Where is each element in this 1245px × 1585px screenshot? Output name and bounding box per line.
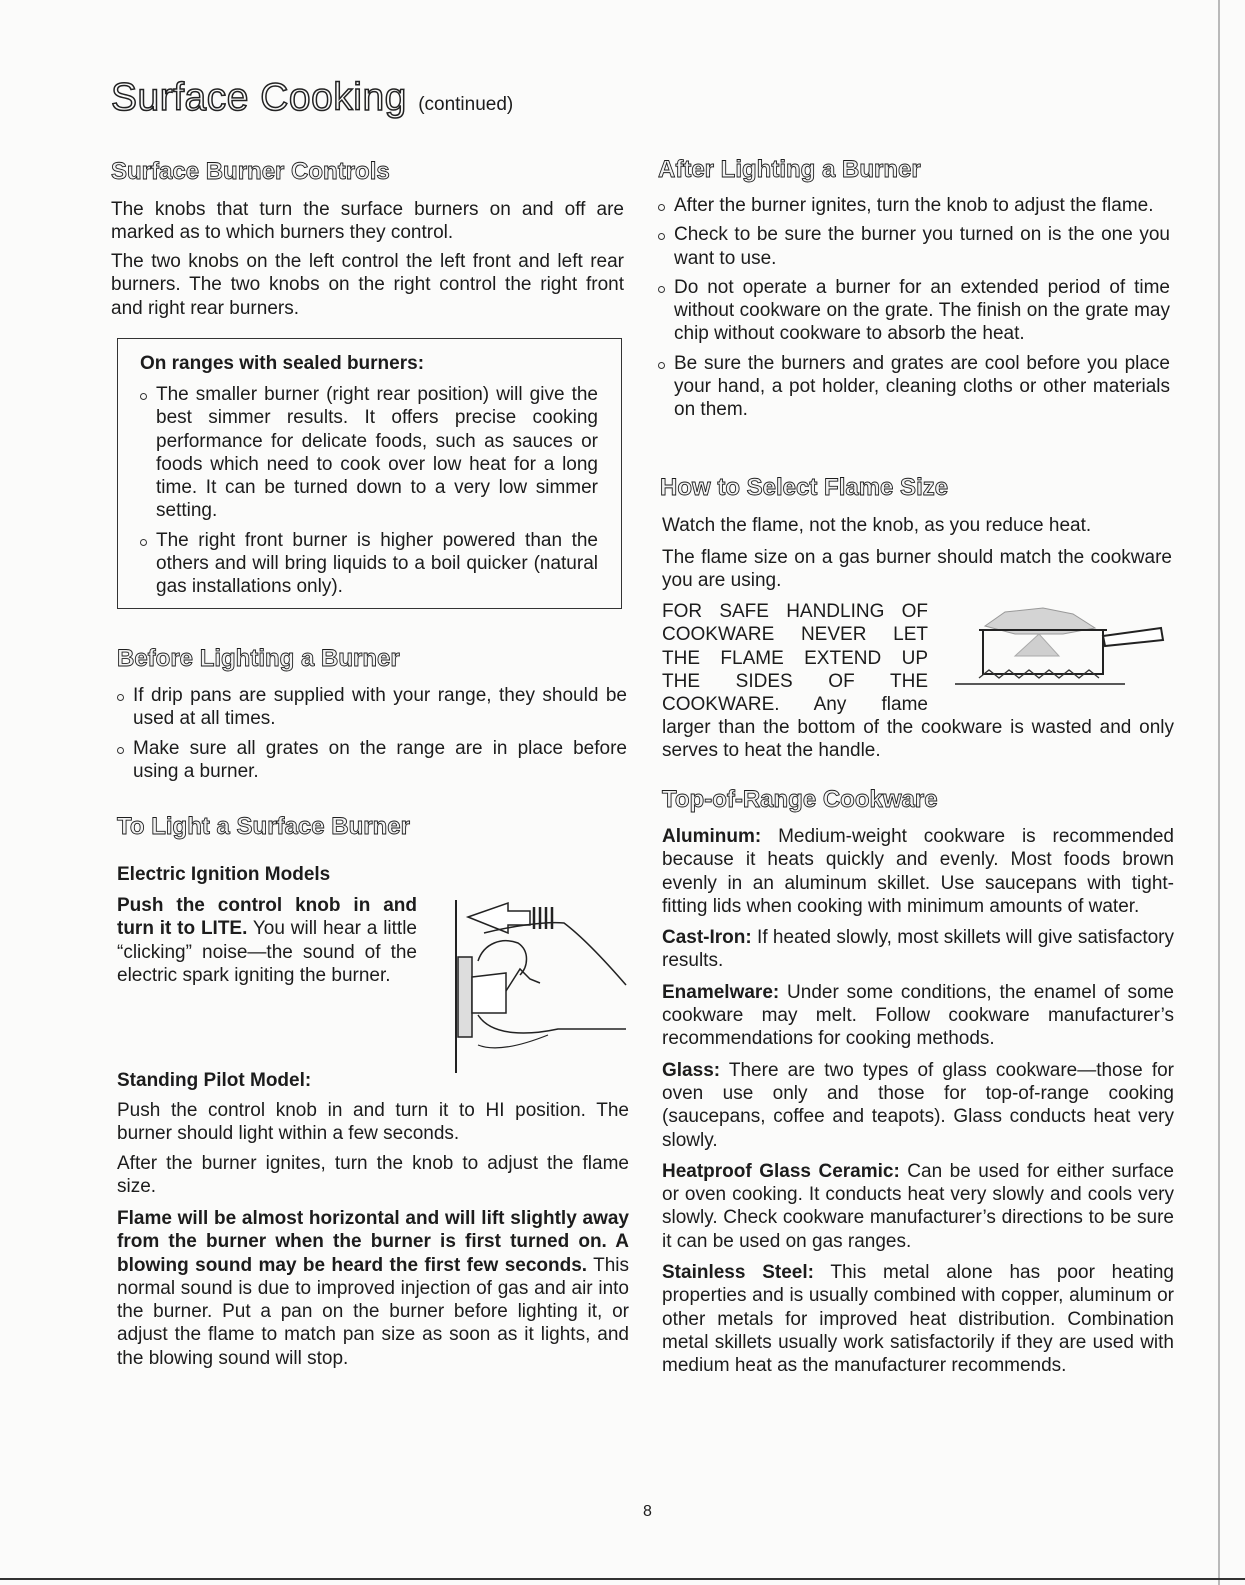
heading-before-lighting: Before Lighting a Burner (117, 645, 400, 672)
heading-surface-burner-controls: Surface Burner Controls (111, 158, 390, 185)
list-item: After the burner ignites, turn the knob to adjust the flame. (658, 194, 1170, 217)
page-title-sub: (continued) (418, 94, 514, 115)
bottom-rule (0, 1578, 1245, 1580)
list-item: Check to be sure the burner you turned on is the one you want to use. (658, 223, 1170, 270)
sealed-burners-list (140, 383, 598, 599)
cookware-term: Heatproof Glass Ceramic: (662, 1160, 900, 1182)
flame-paragraph-tail: larger than the bottom of the cookware is wasted and only serves to heat the handle. (662, 717, 1174, 762)
electric-ignition-instruction: Push the control knob in and turn it to LITE. (117, 895, 417, 940)
flame-behavior-detail: This normal sound is due to improved injection of gas and air into the burner. Put a pan on the burner before lighting it, or adjust the flame to match pan size as soon as it lights, and the blowing sound will stop. (117, 1254, 629, 1369)
cookware-description: Under some conditions, the enamel of some cookware may melt. Follow cookware manufacturer’s recommendations for cooking methods. (662, 981, 1174, 1050)
sealed-burners-heading: On ranges with sealed burners: (140, 353, 425, 374)
flame-paragraph-1: Watch the flame, not the knob, as you reduce heat. (662, 515, 1092, 536)
controls-paragraph-1: The knobs that turn the surface burners on and off are marked as to which burners they control. (111, 199, 624, 244)
before-lighting-list (117, 684, 627, 783)
list-item: Be sure the burners and grates are cool before you place your hand, a pot holder, cleaning cloths or other materials on them. (658, 352, 1170, 422)
page-title: Surface Cooking (continued) (111, 76, 514, 119)
flame-behavior-warning: Flame will be almost horizontal and will lift slightly away from the burner when the burner is first turned on. A blowing sound may be heard the first few seconds. (117, 1208, 629, 1276)
after-lighting-list (658, 194, 1170, 422)
pan-on-burner-illustration (955, 598, 1170, 694)
flame-behavior-paragraph (117, 1207, 629, 1370)
cookware-entry-enamelware (662, 981, 1174, 1051)
cookware-description: There are two types of glass cookware—those for oven use only and those for top-of-range cooking (saucepans, coffee and teapots). Glass conducts heat very slowly. (662, 1059, 1174, 1151)
pilot-paragraph-2: After the burner ignites, turn the knob to adjust the flame size. (117, 1153, 629, 1198)
list-item: The right front burner is higher powered than the others and will bring liquids to a boil quicker (natural gas installations only). (140, 529, 598, 599)
cookware-term: Aluminum: (662, 826, 762, 847)
heading-top-of-range-cookware: Top-of-Range Cookware (662, 786, 938, 813)
electric-ignition-text (117, 894, 417, 987)
cookware-types (662, 825, 1174, 1378)
cookware-description: Can be used for either surface or oven cooking. It conducts heat very slowly and cools very slowly. Check cookware manufacturer’s directions to be sure it can be used on gas ranges. (662, 1160, 1174, 1252)
page-edge (1218, 0, 1220, 1585)
heading-to-light-burner: To Light a Surface Burner (117, 813, 410, 840)
knob-push-turn-illustration (448, 895, 628, 1075)
flame-paragraph-2: The flame size on a gas burner should match the cookware you are using. (662, 547, 1172, 592)
warning-line: COOKWARE. Any flame (662, 694, 928, 716)
cookware-term: Cast-Iron: (662, 927, 752, 949)
warning-line: FOR SAFE HANDLING OF (662, 601, 928, 622)
list-item: Do not operate a burner for an extended period of time without cookware on the grate. The finish on the grate may chip without cookware to absorb the heat. (658, 276, 1170, 346)
pilot-paragraph-1: Push the control knob in and turn it to HI position. The burner should light within a few seconds. (117, 1100, 629, 1145)
cookware-description: If heated slowly, most skillets will give satisfactory results. (662, 927, 1174, 972)
warning-line: THE SIDES OF THE (662, 670, 928, 692)
cookware-term: Enamelware: (662, 981, 780, 1003)
list-item: Make sure all grates on the range are in place before using a burner. (117, 737, 627, 784)
cookware-entry-stainless-steel (662, 1261, 1174, 1377)
cookware-entry-glass-ceramic (662, 1160, 1174, 1253)
list-item: The smaller burner (right rear position) will give the best simmer results. It offers precise cooking performance for delicate foods, such as sauces or foods which need to cook over low heat for a long time. It can be turned down to a very low simmer setting. (140, 383, 598, 523)
warning-line: THE FLAME EXTEND UP (662, 647, 928, 669)
cookware-entry-aluminum (662, 825, 1174, 918)
controls-paragraph-2: The two knobs on the left control the left front and left rear burners. The two knobs on the right control the right front and right rear burners. (111, 251, 624, 319)
warning-line: COOKWARE NEVER LET (662, 624, 928, 646)
flame-warning-caps (662, 600, 928, 716)
heading-after-lighting: After Lighting a Burner (658, 156, 921, 183)
electric-ignition-heading: Electric Ignition Models (117, 864, 331, 885)
list-item: If drip pans are supplied with your range, they should be used at all times. (117, 684, 627, 731)
sealed-burners-box (117, 338, 622, 609)
cookware-entry-cast-iron (662, 926, 1174, 973)
cookware-description: Medium-weight cookware is recommended because it heats quickly and evenly. Most foods brown evenly in an aluminum skillet. Use saucepans with tight-fitting lids when cooking with minimum amounts of water. (662, 826, 1174, 917)
page-number: 8 (643, 1503, 652, 1520)
cookware-description: This metal alone has poor heating properties and is usually combined with copper, aluminum or other metals for improved heat distribution. Combination metal skillets usually work satisfactorily if they are used with medium heat as the manufacturer recommends. (662, 1262, 1174, 1377)
electric-ignition-detail: You will hear a little “clicking” noise—the sound of the electric spark igniting the burner. (117, 918, 417, 986)
cookware-entry-glass (662, 1059, 1174, 1152)
standing-pilot-heading: Standing Pilot Model: (117, 1070, 312, 1091)
cookware-term: Stainless Steel: (662, 1262, 814, 1284)
cookware-term: Glass: (662, 1059, 721, 1081)
heading-flame-size: How to Select Flame Size (660, 474, 949, 501)
